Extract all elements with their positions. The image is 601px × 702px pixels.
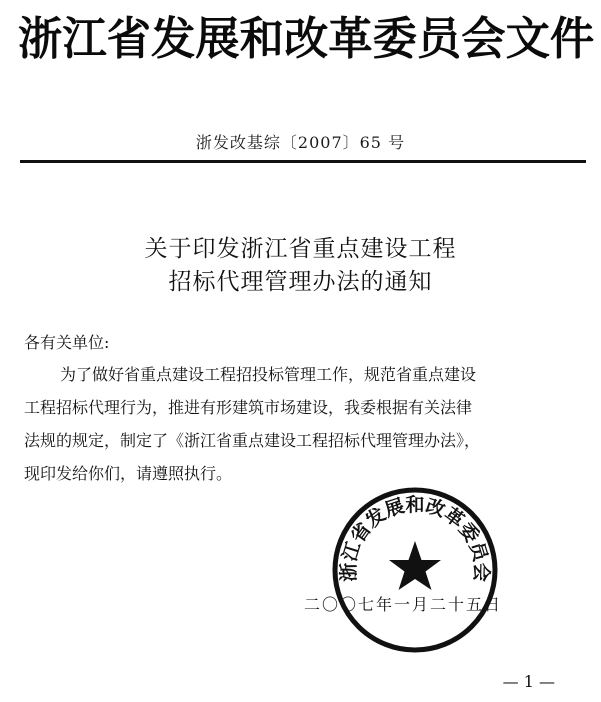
salutation: 各有关单位: [24,333,110,352]
notice-title-line-2: 招标代理管理办法的通知 [168,269,433,295]
body-paragraph-line: 工程招标代理行为，推进有形建筑市场建设，我委根据有关法律 [24,398,473,417]
official-seal [330,485,500,655]
page-number: — 1 — [502,672,555,691]
issue-date: 二〇〇七年一月二十五日 [304,595,503,614]
notice-title-line-1: 关于印发浙江省重点建设工程 [144,236,457,262]
document-header-title: 浙江省发展和改革委员会文件 [18,12,595,65]
seal-arc-text: 浙江省发展和改革委员会 [337,494,493,582]
header-divider-rule [20,160,586,163]
body-paragraph-line: 法规的规定，制定了《浙江省重点建设工程招标代理管理办法》， [24,431,481,450]
seal-star-icon [389,541,441,590]
document-number: 浙发改基综〔2007〕65 号 [195,133,406,152]
body-paragraph-line: 为了做好省重点建设工程招投标管理工作，规范省重点建设 [60,365,477,384]
body-paragraph-line: 现印发给你们，请遵照执行。 [24,464,233,483]
